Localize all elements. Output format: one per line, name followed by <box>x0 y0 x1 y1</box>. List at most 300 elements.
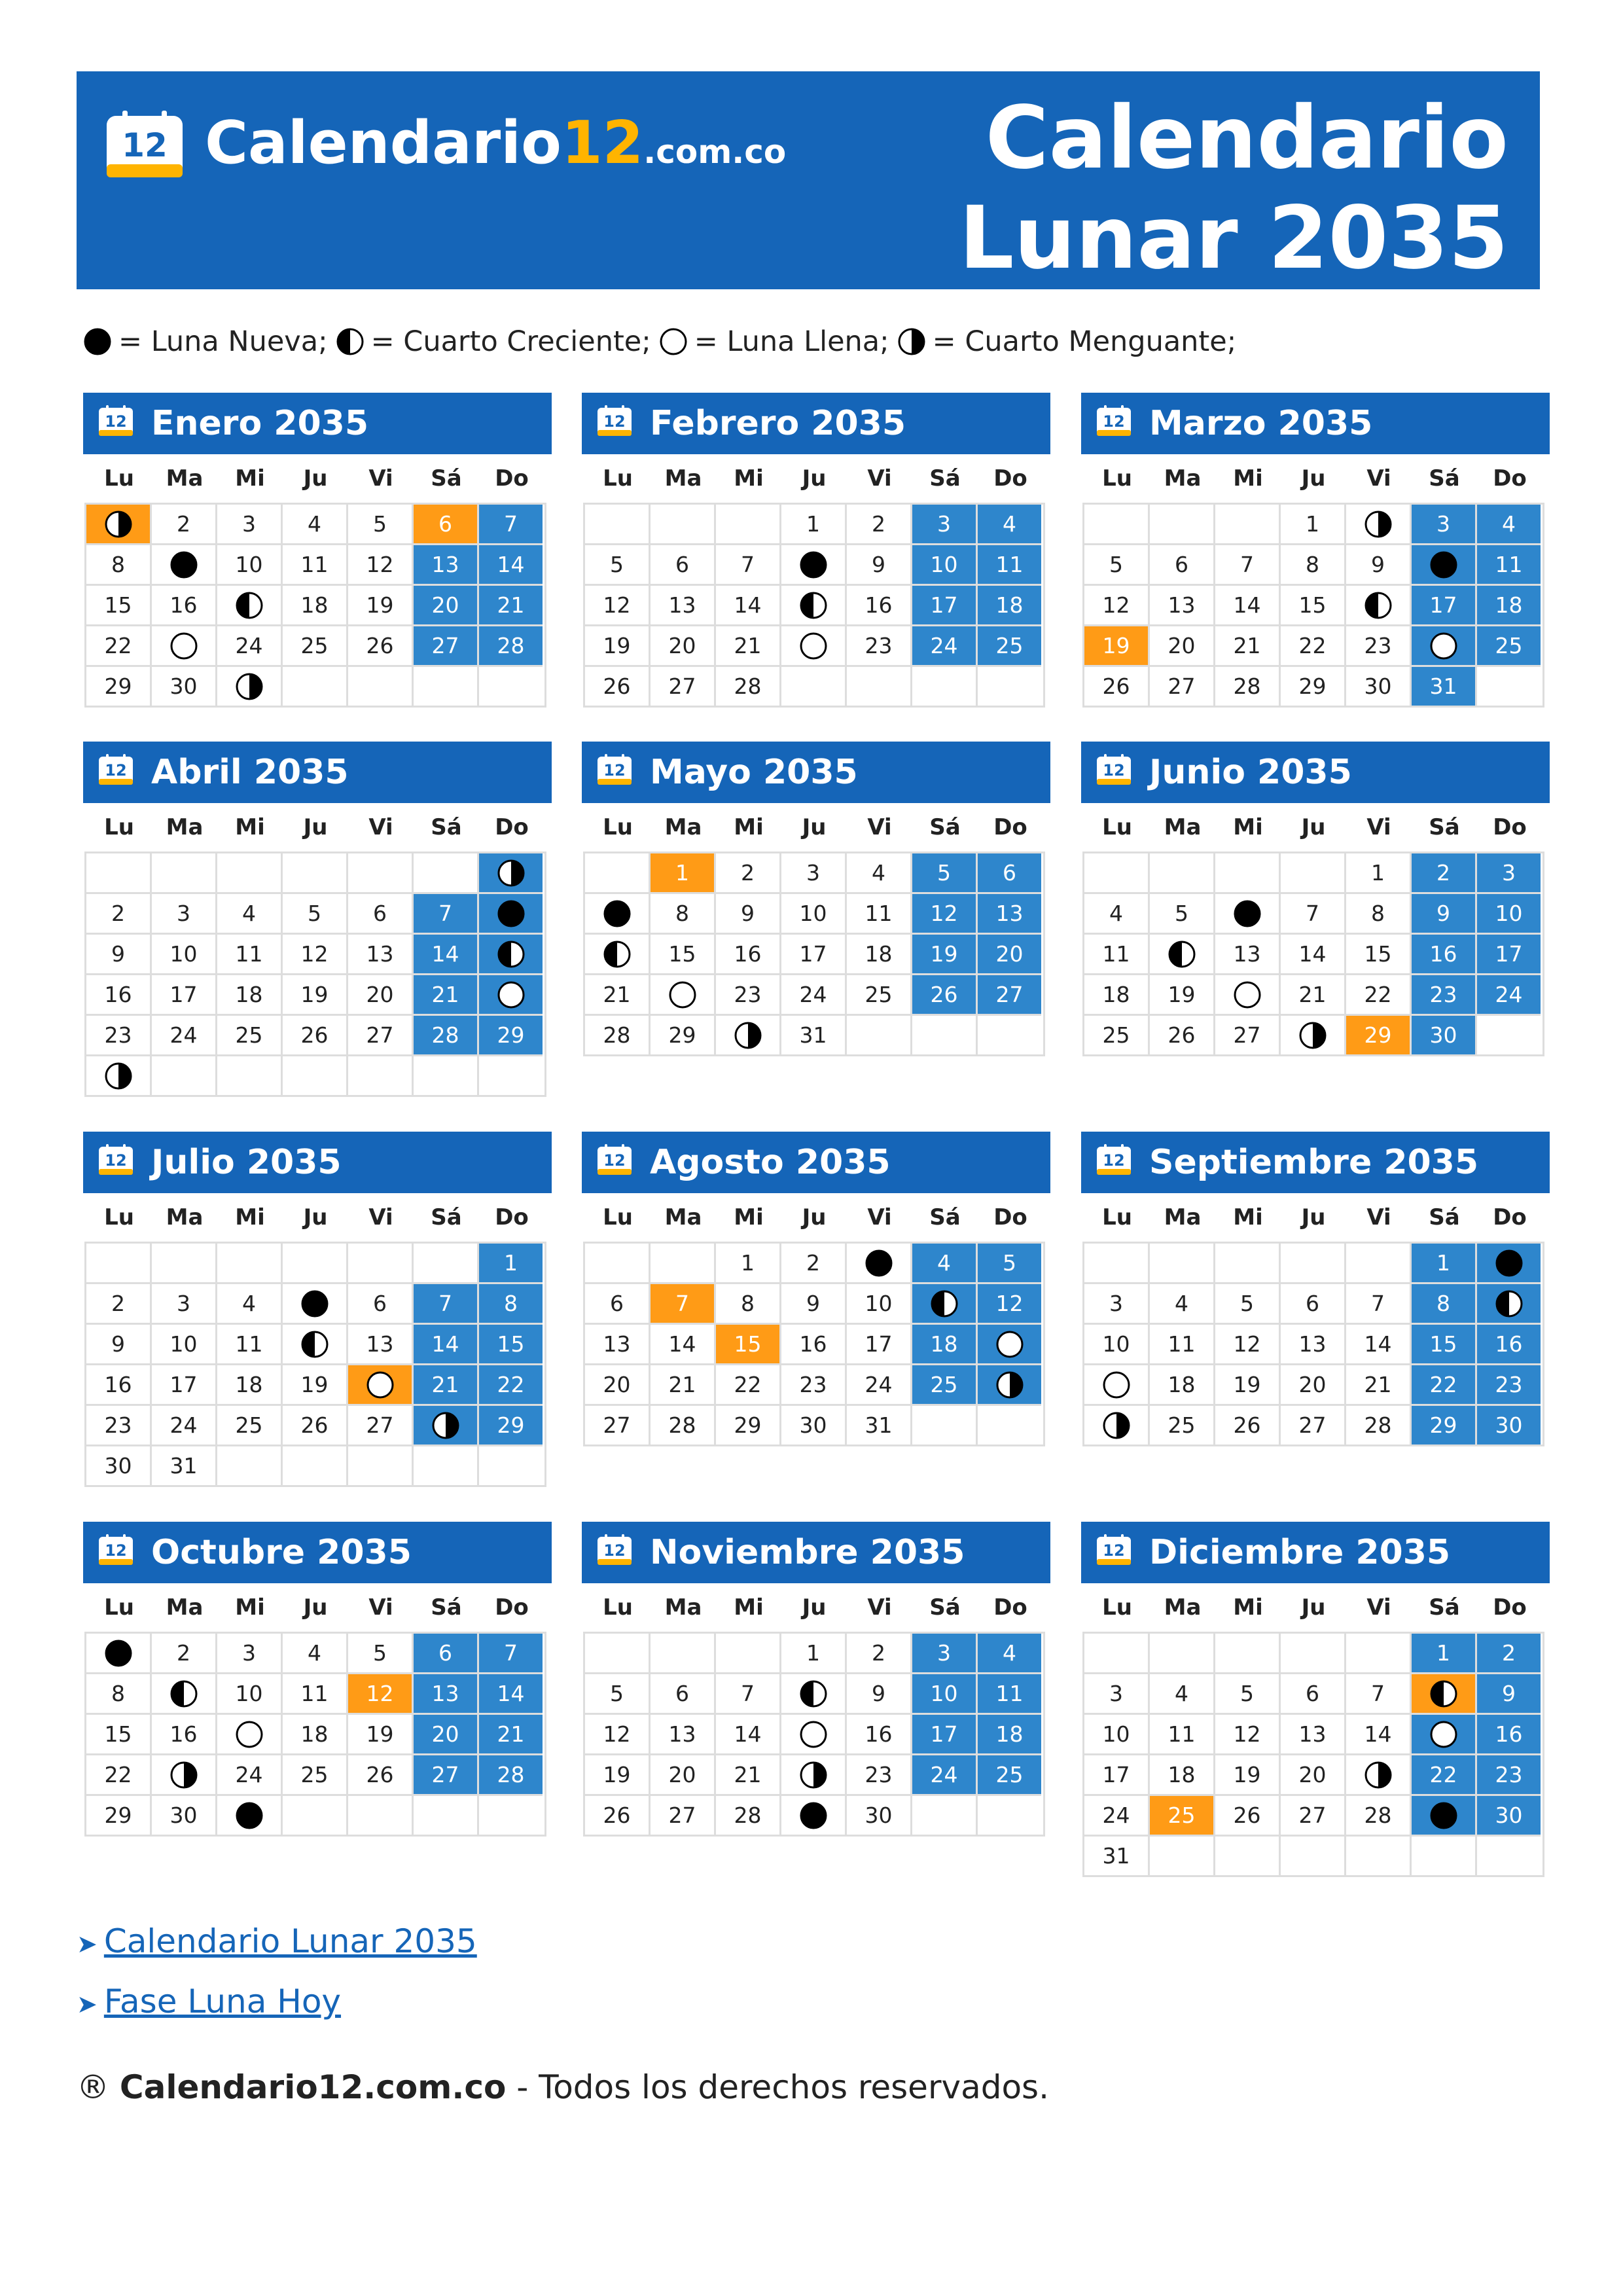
day-cell[interactable] <box>414 894 479 935</box>
day-cell[interactable] <box>781 1634 847 1674</box>
day-cell[interactable] <box>1084 1755 1150 1796</box>
day-cell[interactable] <box>152 894 217 935</box>
day-cell[interactable] <box>1084 975 1150 1016</box>
day-cell[interactable] <box>847 853 912 894</box>
day-cell[interactable] <box>86 1016 152 1056</box>
day-cell[interactable] <box>414 626 479 667</box>
day-cell[interactable] <box>1281 894 1346 935</box>
day-cell[interactable] <box>716 1406 781 1446</box>
day-cell[interactable] <box>716 1674 781 1715</box>
day-cell[interactable] <box>152 1796 217 1837</box>
day-cell[interactable] <box>978 1325 1041 1365</box>
day-cell[interactable] <box>348 545 414 586</box>
day-cell[interactable] <box>847 1796 912 1837</box>
day-cell[interactable] <box>1150 1325 1215 1365</box>
day-cell[interactable] <box>651 1325 716 1365</box>
day-cell[interactable] <box>1412 667 1477 708</box>
day-cell[interactable] <box>847 626 912 667</box>
day-cell[interactable] <box>912 586 978 626</box>
day-cell[interactable] <box>217 1406 283 1446</box>
day-cell[interactable] <box>86 505 152 545</box>
day-cell[interactable] <box>1281 545 1346 586</box>
day-cell[interactable] <box>1150 1715 1215 1755</box>
day-cell[interactable] <box>1477 1244 1541 1284</box>
day-cell[interactable] <box>283 935 348 975</box>
day-cell[interactable] <box>1281 935 1346 975</box>
day-cell[interactable] <box>1346 1325 1412 1365</box>
day-cell[interactable] <box>86 1446 152 1487</box>
day-cell[interactable] <box>1150 1755 1215 1796</box>
day-cell[interactable] <box>86 1406 152 1446</box>
day-cell[interactable] <box>1215 975 1281 1016</box>
day-cell[interactable] <box>1477 1365 1541 1406</box>
day-cell[interactable] <box>414 1674 479 1715</box>
day-cell[interactable] <box>781 1365 847 1406</box>
day-cell[interactable] <box>479 1715 543 1755</box>
day-cell[interactable] <box>912 1365 978 1406</box>
day-cell[interactable] <box>585 667 651 708</box>
day-cell[interactable] <box>978 586 1041 626</box>
day-cell[interactable] <box>847 975 912 1016</box>
day-cell[interactable] <box>781 1284 847 1325</box>
day-cell[interactable] <box>283 894 348 935</box>
day-cell[interactable] <box>152 1674 217 1715</box>
day-cell[interactable] <box>152 545 217 586</box>
day-cell[interactable] <box>1346 1715 1412 1755</box>
day-cell[interactable] <box>414 1755 479 1796</box>
day-cell[interactable] <box>348 505 414 545</box>
day-cell[interactable] <box>847 545 912 586</box>
day-cell[interactable] <box>414 1634 479 1674</box>
day-cell[interactable] <box>1084 1365 1150 1406</box>
day-cell[interactable] <box>1412 1634 1477 1674</box>
day-cell[interactable] <box>585 1365 651 1406</box>
day-cell[interactable] <box>1150 1365 1215 1406</box>
day-cell[interactable] <box>847 1674 912 1715</box>
day-cell[interactable] <box>912 1674 978 1715</box>
day-cell[interactable] <box>1281 586 1346 626</box>
day-cell[interactable] <box>847 935 912 975</box>
day-cell[interactable] <box>912 1715 978 1755</box>
day-cell[interactable] <box>781 935 847 975</box>
day-cell[interactable] <box>716 1755 781 1796</box>
day-cell[interactable] <box>1084 1284 1150 1325</box>
day-cell[interactable] <box>479 1244 543 1284</box>
day-cell[interactable] <box>978 935 1041 975</box>
day-cell[interactable] <box>585 1325 651 1365</box>
day-cell[interactable] <box>1215 1365 1281 1406</box>
day-cell[interactable] <box>1477 935 1541 975</box>
day-cell[interactable] <box>1084 935 1150 975</box>
day-cell[interactable] <box>86 1325 152 1365</box>
day-cell[interactable] <box>781 1715 847 1755</box>
day-cell[interactable] <box>585 1715 651 1755</box>
day-cell[interactable] <box>348 975 414 1016</box>
day-cell[interactable] <box>978 1365 1041 1406</box>
day-cell[interactable] <box>1150 626 1215 667</box>
day-cell[interactable] <box>585 1016 651 1056</box>
day-cell[interactable] <box>1150 975 1215 1016</box>
day-cell[interactable] <box>86 1796 152 1837</box>
day-cell[interactable] <box>912 1325 978 1365</box>
day-cell[interactable] <box>1412 505 1477 545</box>
calendario-lunar-link[interactable]: Calendario Lunar 2035 <box>103 1922 477 1960</box>
day-cell[interactable] <box>283 586 348 626</box>
day-cell[interactable] <box>912 894 978 935</box>
day-cell[interactable] <box>847 505 912 545</box>
day-cell[interactable] <box>1412 1755 1477 1796</box>
day-cell[interactable] <box>847 586 912 626</box>
day-cell[interactable] <box>781 853 847 894</box>
day-cell[interactable] <box>283 626 348 667</box>
day-cell[interactable] <box>86 1056 152 1097</box>
day-cell[interactable] <box>86 545 152 586</box>
day-cell[interactable] <box>651 586 716 626</box>
day-cell[interactable] <box>1346 505 1412 545</box>
day-cell[interactable] <box>217 626 283 667</box>
day-cell[interactable] <box>283 505 348 545</box>
day-cell[interactable] <box>978 1244 1041 1284</box>
day-cell[interactable] <box>479 586 543 626</box>
day-cell[interactable] <box>217 1674 283 1715</box>
day-cell[interactable] <box>283 975 348 1016</box>
day-cell[interactable] <box>847 1755 912 1796</box>
day-cell[interactable] <box>1150 1796 1215 1837</box>
day-cell[interactable] <box>1150 935 1215 975</box>
day-cell[interactable] <box>716 894 781 935</box>
day-cell[interactable] <box>1346 667 1412 708</box>
day-cell[interactable] <box>912 935 978 975</box>
day-cell[interactable] <box>781 1755 847 1796</box>
day-cell[interactable] <box>1281 1755 1346 1796</box>
day-cell[interactable] <box>912 505 978 545</box>
day-cell[interactable] <box>152 1634 217 1674</box>
day-cell[interactable] <box>414 975 479 1016</box>
day-cell[interactable] <box>1215 1284 1281 1325</box>
day-cell[interactable] <box>1281 1796 1346 1837</box>
day-cell[interactable] <box>1150 1406 1215 1446</box>
day-cell[interactable] <box>781 586 847 626</box>
day-cell[interactable] <box>86 1674 152 1715</box>
day-cell[interactable] <box>585 1674 651 1715</box>
day-cell[interactable] <box>1281 1016 1346 1056</box>
day-cell[interactable] <box>414 935 479 975</box>
day-cell[interactable] <box>1412 1244 1477 1284</box>
day-cell[interactable] <box>414 1365 479 1406</box>
day-cell[interactable] <box>978 1284 1041 1325</box>
day-cell[interactable] <box>1084 1674 1150 1715</box>
day-cell[interactable] <box>912 1244 978 1284</box>
day-cell[interactable] <box>1281 1406 1346 1446</box>
day-cell[interactable] <box>1477 626 1541 667</box>
day-cell[interactable] <box>1281 1284 1346 1325</box>
day-cell[interactable] <box>1150 586 1215 626</box>
day-cell[interactable] <box>86 894 152 935</box>
day-cell[interactable] <box>479 545 543 586</box>
day-cell[interactable] <box>1412 975 1477 1016</box>
day-cell[interactable] <box>1084 1016 1150 1056</box>
day-cell[interactable] <box>152 1406 217 1446</box>
day-cell[interactable] <box>86 1284 152 1325</box>
day-cell[interactable] <box>1084 1406 1150 1446</box>
fase-luna-hoy-link[interactable]: Fase Luna Hoy <box>103 1982 342 2020</box>
day-cell[interactable] <box>152 1016 217 1056</box>
day-cell[interactable] <box>1477 545 1541 586</box>
day-cell[interactable] <box>847 1325 912 1365</box>
day-cell[interactable] <box>1084 1325 1150 1365</box>
day-cell[interactable] <box>479 1325 543 1365</box>
day-cell[interactable] <box>978 1634 1041 1674</box>
day-cell[interactable] <box>152 1365 217 1406</box>
day-cell[interactable] <box>1477 1674 1541 1715</box>
day-cell[interactable] <box>1215 1715 1281 1755</box>
day-cell[interactable] <box>1215 545 1281 586</box>
day-cell[interactable] <box>1477 853 1541 894</box>
day-cell[interactable] <box>1412 1284 1477 1325</box>
day-cell[interactable] <box>1281 626 1346 667</box>
day-cell[interactable] <box>651 1016 716 1056</box>
day-cell[interactable] <box>847 1634 912 1674</box>
day-cell[interactable] <box>217 505 283 545</box>
day-cell[interactable] <box>152 1446 217 1487</box>
day-cell[interactable] <box>1215 1016 1281 1056</box>
day-cell[interactable] <box>1346 1755 1412 1796</box>
day-cell[interactable] <box>585 545 651 586</box>
day-cell[interactable] <box>912 853 978 894</box>
day-cell[interactable] <box>1346 1016 1412 1056</box>
day-cell[interactable] <box>1281 1325 1346 1365</box>
day-cell[interactable] <box>1477 894 1541 935</box>
day-cell[interactable] <box>1215 626 1281 667</box>
day-cell[interactable] <box>217 894 283 935</box>
day-cell[interactable] <box>283 1284 348 1325</box>
day-cell[interactable] <box>1346 1284 1412 1325</box>
day-cell[interactable] <box>1150 1016 1215 1056</box>
day-cell[interactable] <box>1084 1837 1150 1877</box>
day-cell[interactable] <box>651 1284 716 1325</box>
day-cell[interactable] <box>86 935 152 975</box>
day-cell[interactable] <box>348 626 414 667</box>
day-cell[interactable] <box>479 1284 543 1325</box>
day-cell[interactable] <box>716 1244 781 1284</box>
day-cell[interactable] <box>1477 505 1541 545</box>
day-cell[interactable] <box>585 1796 651 1837</box>
day-cell[interactable] <box>283 1016 348 1056</box>
day-cell[interactable] <box>1477 975 1541 1016</box>
day-cell[interactable] <box>152 586 217 626</box>
day-cell[interactable] <box>716 586 781 626</box>
day-cell[interactable] <box>651 667 716 708</box>
day-cell[interactable] <box>1412 586 1477 626</box>
day-cell[interactable] <box>348 1325 414 1365</box>
day-cell[interactable] <box>1215 1674 1281 1715</box>
day-cell[interactable] <box>217 667 283 708</box>
day-cell[interactable] <box>348 1634 414 1674</box>
day-cell[interactable] <box>217 1325 283 1365</box>
day-cell[interactable] <box>1215 1406 1281 1446</box>
day-cell[interactable] <box>651 1796 716 1837</box>
day-cell[interactable] <box>1346 975 1412 1016</box>
day-cell[interactable] <box>651 1674 716 1715</box>
day-cell[interactable] <box>1215 586 1281 626</box>
day-cell[interactable] <box>1346 1796 1412 1837</box>
day-cell[interactable] <box>414 1406 479 1446</box>
day-cell[interactable] <box>716 1365 781 1406</box>
day-cell[interactable] <box>86 1755 152 1796</box>
day-cell[interactable] <box>585 626 651 667</box>
day-cell[interactable] <box>283 1406 348 1446</box>
day-cell[interactable] <box>217 1365 283 1406</box>
day-cell[interactable] <box>1346 1365 1412 1406</box>
day-cell[interactable] <box>1215 1796 1281 1837</box>
day-cell[interactable] <box>716 853 781 894</box>
day-cell[interactable] <box>781 505 847 545</box>
day-cell[interactable] <box>1215 894 1281 935</box>
day-cell[interactable] <box>1412 1674 1477 1715</box>
day-cell[interactable] <box>217 586 283 626</box>
day-cell[interactable] <box>847 894 912 935</box>
day-cell[interactable] <box>978 975 1041 1016</box>
day-cell[interactable] <box>1477 586 1541 626</box>
day-cell[interactable] <box>651 1715 716 1755</box>
day-cell[interactable] <box>414 505 479 545</box>
day-cell[interactable] <box>781 1674 847 1715</box>
day-cell[interactable] <box>1084 586 1150 626</box>
day-cell[interactable] <box>86 586 152 626</box>
day-cell[interactable] <box>348 1406 414 1446</box>
day-cell[interactable] <box>1346 545 1412 586</box>
day-cell[interactable] <box>1281 1365 1346 1406</box>
day-cell[interactable] <box>152 935 217 975</box>
day-cell[interactable] <box>217 1715 283 1755</box>
day-cell[interactable] <box>1150 667 1215 708</box>
day-cell[interactable] <box>152 626 217 667</box>
day-cell[interactable] <box>479 1634 543 1674</box>
day-cell[interactable] <box>651 975 716 1016</box>
day-cell[interactable] <box>716 975 781 1016</box>
day-cell[interactable] <box>716 1796 781 1837</box>
day-cell[interactable] <box>978 545 1041 586</box>
day-cell[interactable] <box>585 1406 651 1446</box>
day-cell[interactable] <box>479 853 543 894</box>
day-cell[interactable] <box>414 586 479 626</box>
day-cell[interactable] <box>479 1674 543 1715</box>
day-cell[interactable] <box>348 1284 414 1325</box>
day-cell[interactable] <box>716 626 781 667</box>
day-cell[interactable] <box>479 975 543 1016</box>
day-cell[interactable] <box>585 1755 651 1796</box>
day-cell[interactable] <box>217 545 283 586</box>
day-cell[interactable] <box>348 586 414 626</box>
day-cell[interactable] <box>1412 1365 1477 1406</box>
day-cell[interactable] <box>716 1016 781 1056</box>
day-cell[interactable] <box>781 1325 847 1365</box>
day-cell[interactable] <box>651 853 716 894</box>
day-cell[interactable] <box>1412 545 1477 586</box>
day-cell[interactable] <box>716 1284 781 1325</box>
day-cell[interactable] <box>716 545 781 586</box>
day-cell[interactable] <box>847 1365 912 1406</box>
day-cell[interactable] <box>651 1365 716 1406</box>
day-cell[interactable] <box>414 1284 479 1325</box>
day-cell[interactable] <box>348 1674 414 1715</box>
day-cell[interactable] <box>585 1284 651 1325</box>
day-cell[interactable] <box>479 505 543 545</box>
day-cell[interactable] <box>585 586 651 626</box>
day-cell[interactable] <box>978 1715 1041 1755</box>
day-cell[interactable] <box>414 1325 479 1365</box>
day-cell[interactable] <box>651 1406 716 1446</box>
day-cell[interactable] <box>86 626 152 667</box>
day-cell[interactable] <box>585 935 651 975</box>
day-cell[interactable] <box>1281 975 1346 1016</box>
day-cell[interactable] <box>479 1755 543 1796</box>
day-cell[interactable] <box>152 1755 217 1796</box>
day-cell[interactable] <box>348 894 414 935</box>
day-cell[interactable] <box>283 1365 348 1406</box>
day-cell[interactable] <box>585 975 651 1016</box>
day-cell[interactable] <box>217 1634 283 1674</box>
day-cell[interactable] <box>1084 1796 1150 1837</box>
day-cell[interactable] <box>1150 894 1215 935</box>
day-cell[interactable] <box>1215 667 1281 708</box>
day-cell[interactable] <box>479 894 543 935</box>
day-cell[interactable] <box>1412 1796 1477 1837</box>
day-cell[interactable] <box>414 545 479 586</box>
brand-name[interactable] <box>205 104 786 183</box>
day-cell[interactable] <box>1477 1284 1541 1325</box>
day-cell[interactable] <box>217 975 283 1016</box>
day-cell[interactable] <box>152 1715 217 1755</box>
day-cell[interactable] <box>414 1016 479 1056</box>
day-cell[interactable] <box>1477 1325 1541 1365</box>
day-cell[interactable] <box>348 1016 414 1056</box>
day-cell[interactable] <box>651 1755 716 1796</box>
day-cell[interactable] <box>152 505 217 545</box>
day-cell[interactable] <box>781 626 847 667</box>
day-cell[interactable] <box>1281 667 1346 708</box>
day-cell[interactable] <box>978 853 1041 894</box>
day-cell[interactable] <box>912 1755 978 1796</box>
day-cell[interactable] <box>348 1715 414 1755</box>
day-cell[interactable] <box>716 667 781 708</box>
day-cell[interactable] <box>479 935 543 975</box>
day-cell[interactable] <box>651 626 716 667</box>
day-cell[interactable] <box>781 1796 847 1837</box>
day-cell[interactable] <box>86 975 152 1016</box>
day-cell[interactable] <box>781 975 847 1016</box>
day-cell[interactable] <box>217 1284 283 1325</box>
day-cell[interactable] <box>1346 586 1412 626</box>
day-cell[interactable] <box>1346 935 1412 975</box>
day-cell[interactable] <box>1477 1406 1541 1446</box>
day-cell[interactable] <box>348 1365 414 1406</box>
day-cell[interactable] <box>1281 1715 1346 1755</box>
day-cell[interactable] <box>283 1715 348 1755</box>
day-cell[interactable] <box>585 894 651 935</box>
day-cell[interactable] <box>1412 1715 1477 1755</box>
day-cell[interactable] <box>217 1755 283 1796</box>
day-cell[interactable] <box>1477 1634 1541 1674</box>
day-cell[interactable] <box>1150 545 1215 586</box>
day-cell[interactable] <box>978 1674 1041 1715</box>
day-cell[interactable] <box>716 1715 781 1755</box>
day-cell[interactable] <box>1215 1755 1281 1796</box>
day-cell[interactable] <box>86 667 152 708</box>
day-cell[interactable] <box>86 1634 152 1674</box>
day-cell[interactable] <box>912 1284 978 1325</box>
day-cell[interactable] <box>1412 1325 1477 1365</box>
